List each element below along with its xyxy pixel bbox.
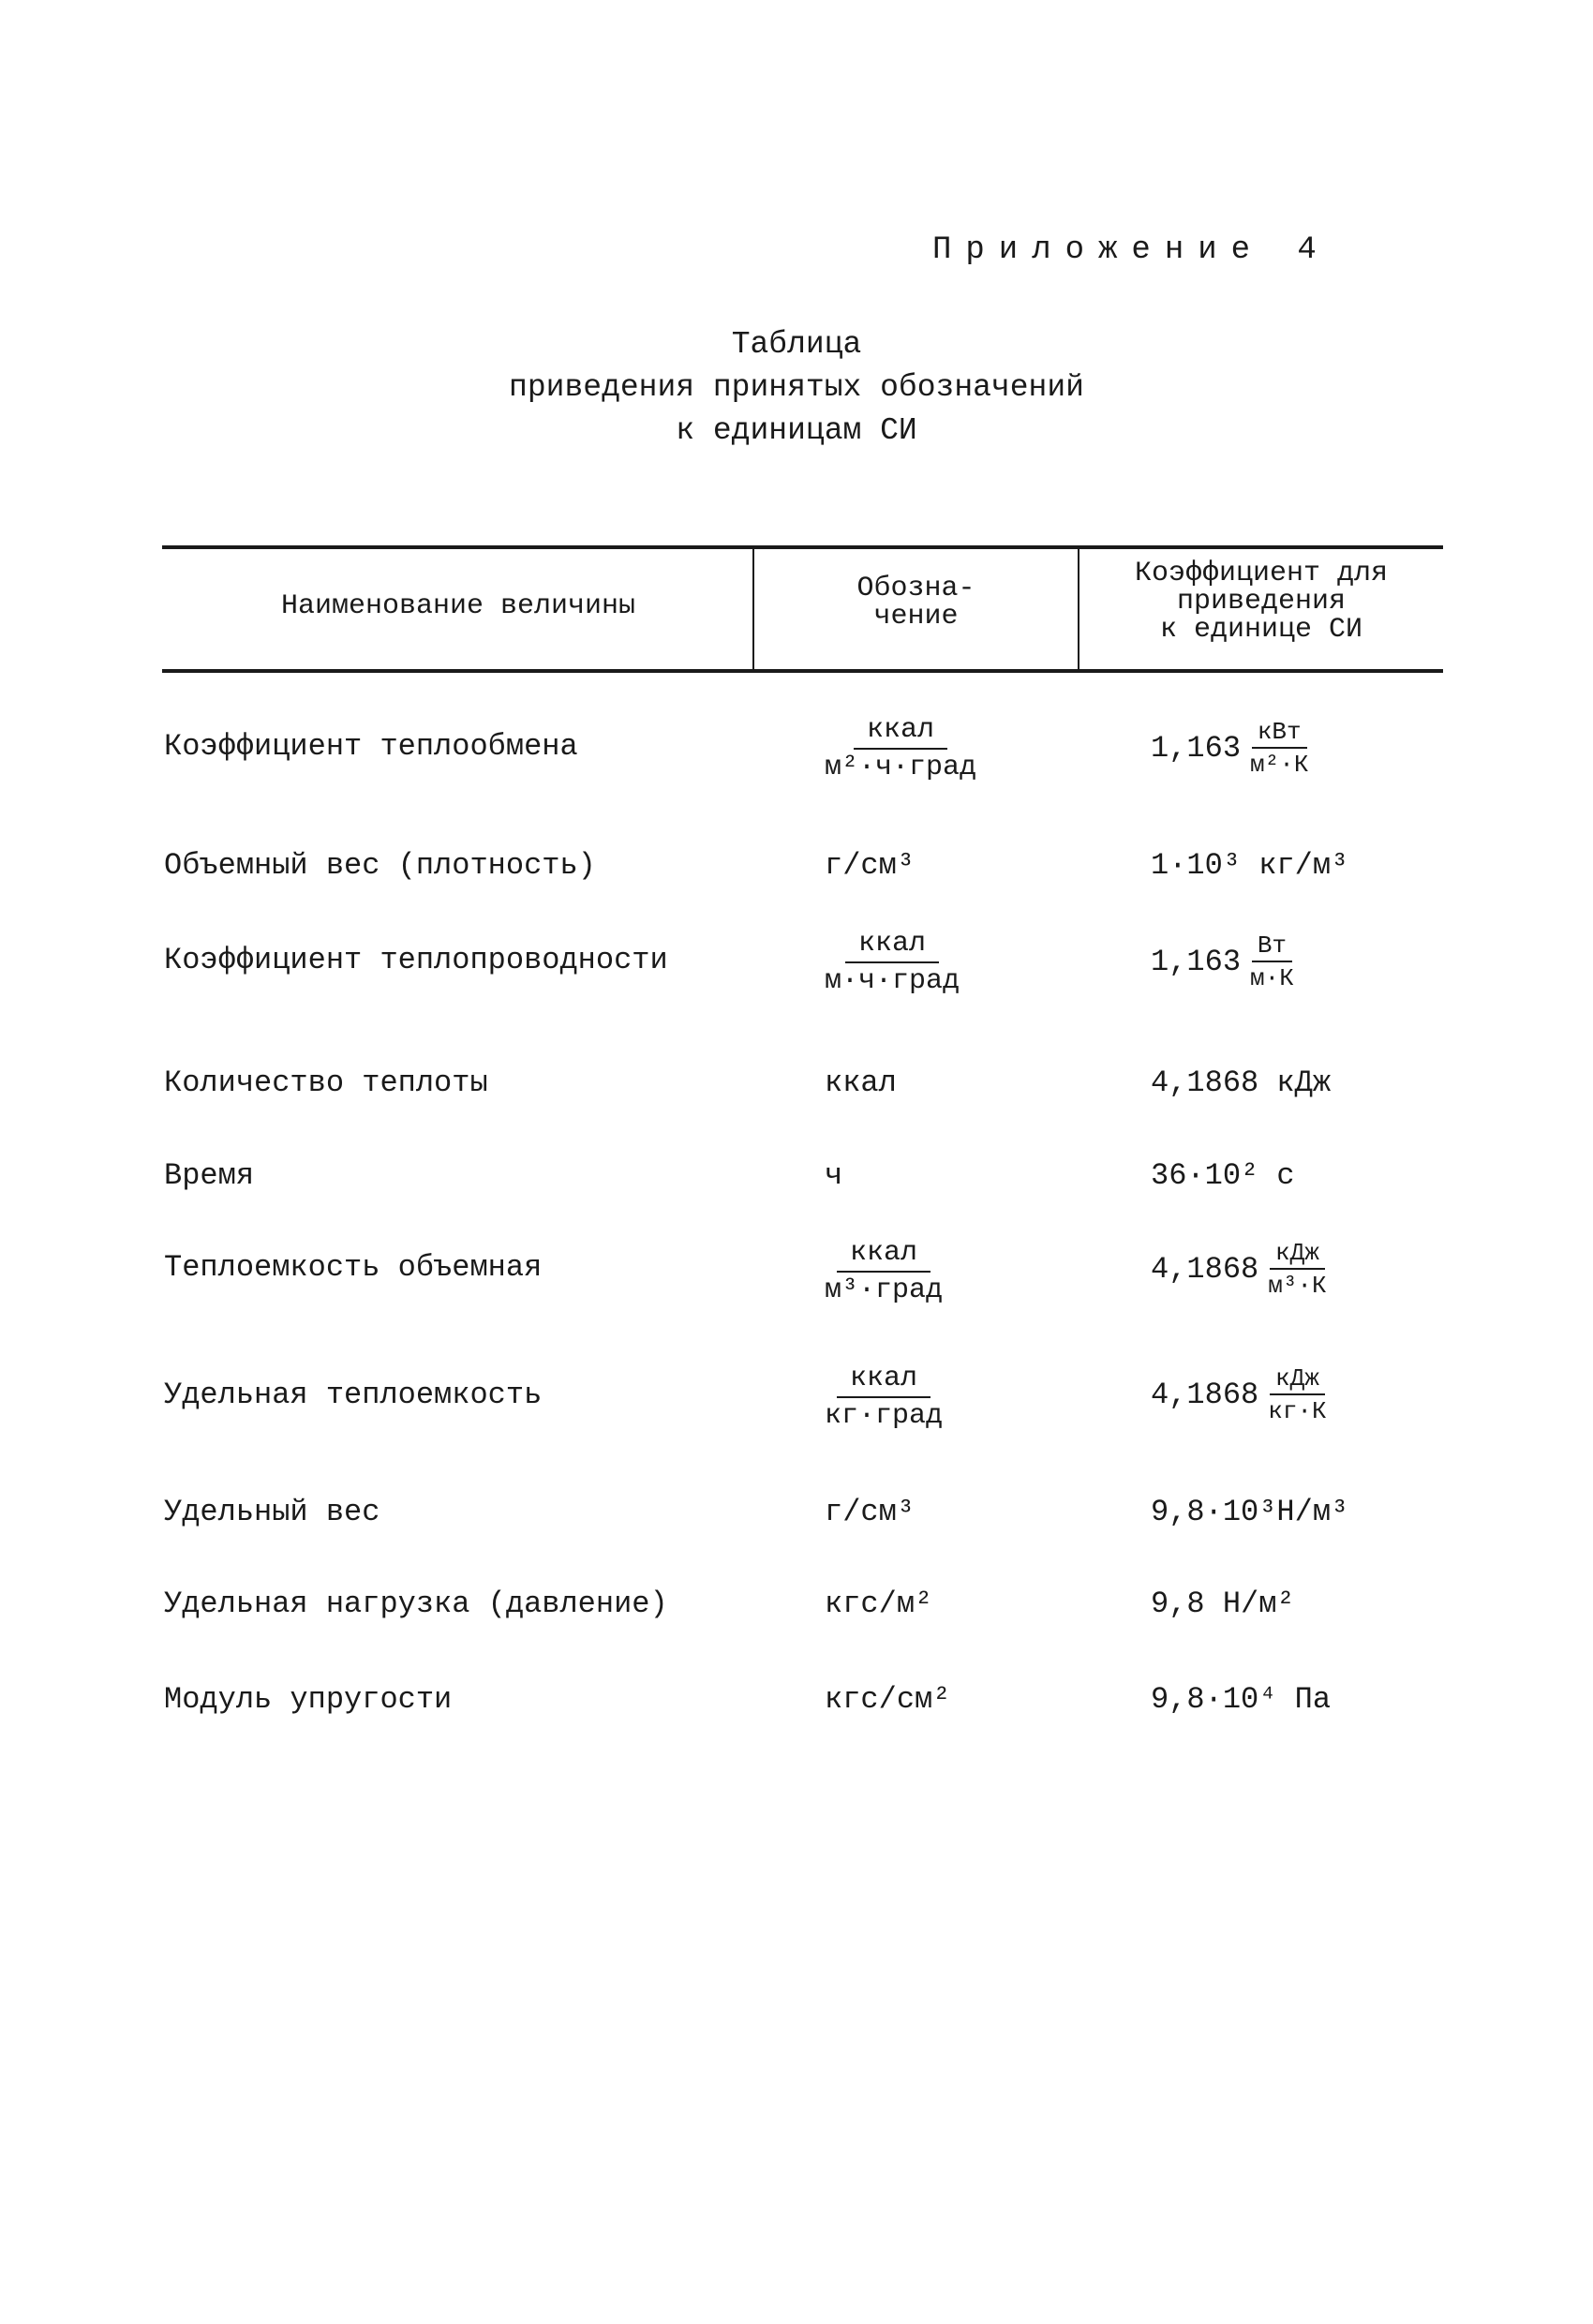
- coef-numerator: кДж: [1270, 1364, 1325, 1395]
- row-coefficient: [1151, 931, 1294, 992]
- coef-numerator: кВт: [1252, 718, 1307, 749]
- row-coefficient: 1·10³ кг/м³: [1151, 848, 1349, 883]
- row-name: Коэффициент теплопроводности: [164, 943, 668, 977]
- row-name: Коэффициент теплообмена: [164, 729, 578, 764]
- unit-denominator: м³·град: [825, 1274, 944, 1306]
- row-coefficient: 4,1868 кДж: [1151, 1065, 1332, 1100]
- row-coefficient: 9,8 Н/м²: [1151, 1587, 1295, 1621]
- table-row: [0, 928, 1593, 1012]
- table-row: [0, 714, 1593, 798]
- appendix-label: Приложение 4: [932, 232, 1331, 268]
- row-coefficient: 36·10² с: [1151, 1158, 1295, 1193]
- row-coefficient: 9,8·10³Н/м³: [1151, 1495, 1349, 1529]
- row-coefficient: [1151, 1239, 1327, 1300]
- table-row: [0, 1237, 1593, 1321]
- row-coefficient: [1151, 1364, 1327, 1425]
- coef-numerator: Вт: [1252, 931, 1292, 962]
- table-row: [0, 1359, 1593, 1443]
- table-top-rule: [162, 545, 1443, 549]
- coef-denominator: м²·К: [1250, 751, 1309, 779]
- coef-denominator: кг·К: [1268, 1397, 1327, 1425]
- row-unit: [825, 1237, 943, 1306]
- table-row: [0, 1158, 1593, 1243]
- row-name: Удельный вес: [164, 1495, 380, 1529]
- row-name: Теплоемкость объемная: [164, 1250, 543, 1285]
- unit-denominator: кг·град: [825, 1400, 944, 1432]
- row-name: Удельная нагрузка (давление): [164, 1587, 668, 1621]
- row-unit: [825, 1363, 943, 1432]
- header-bottom-rule: [162, 669, 1443, 673]
- row-name: Удельная теплоемкость: [164, 1378, 543, 1412]
- coef-value: 4,1868: [1151, 1378, 1259, 1412]
- title-line-2: приведения принятых обозначений: [509, 370, 1084, 405]
- table-row: [0, 1587, 1593, 1671]
- coef-denominator: м³·К: [1268, 1272, 1327, 1300]
- unit-denominator: м·ч·град: [825, 965, 960, 997]
- row-unit: кгс/см²: [825, 1682, 951, 1717]
- coef-value: 4,1868: [1151, 1252, 1259, 1287]
- column-header-coefficient: Коэффициент для приведения к единице СИ: [1134, 558, 1389, 646]
- unit-numerator: ккал: [845, 928, 939, 963]
- table-row: [0, 1682, 1593, 1766]
- unit-numerator: ккал: [854, 714, 947, 750]
- row-name: Объемный вес (плотность): [164, 848, 596, 883]
- table-row: [0, 848, 1593, 932]
- title-line-3: к единицам СИ: [676, 413, 917, 448]
- table-row: [0, 1065, 1593, 1150]
- unit-numerator: ккал: [837, 1363, 930, 1398]
- row-unit: [825, 928, 960, 997]
- unit-numerator: ккал: [837, 1237, 930, 1273]
- row-name: Количество теплоты: [164, 1065, 488, 1100]
- row-unit: г/см³: [825, 1495, 916, 1529]
- coef-numerator: кДж: [1270, 1239, 1325, 1270]
- table-title: [412, 323, 1181, 453]
- column-header-name: Наименование величины: [280, 590, 636, 622]
- row-unit: ч: [825, 1158, 843, 1193]
- row-unit: кгс/м²: [825, 1587, 933, 1621]
- coef-value: 1,163: [1151, 731, 1242, 766]
- row-unit: [825, 714, 976, 783]
- unit-denominator: м²·ч·град: [825, 752, 977, 783]
- row-name: Модуль упругости: [164, 1682, 453, 1717]
- title-line-1: Таблица: [731, 327, 862, 362]
- row-name: Время: [164, 1158, 255, 1193]
- row-unit: г/см³: [825, 848, 916, 883]
- row-coefficient: 9,8·10⁴ Па: [1151, 1682, 1332, 1717]
- coef-denominator: м·К: [1250, 964, 1294, 992]
- column-header-designation: Обозна- чение: [856, 573, 975, 633]
- coef-value: 1,163: [1151, 945, 1242, 979]
- table-row: [0, 1495, 1593, 1579]
- row-unit: ккал: [825, 1065, 897, 1100]
- row-coefficient: [1151, 718, 1308, 779]
